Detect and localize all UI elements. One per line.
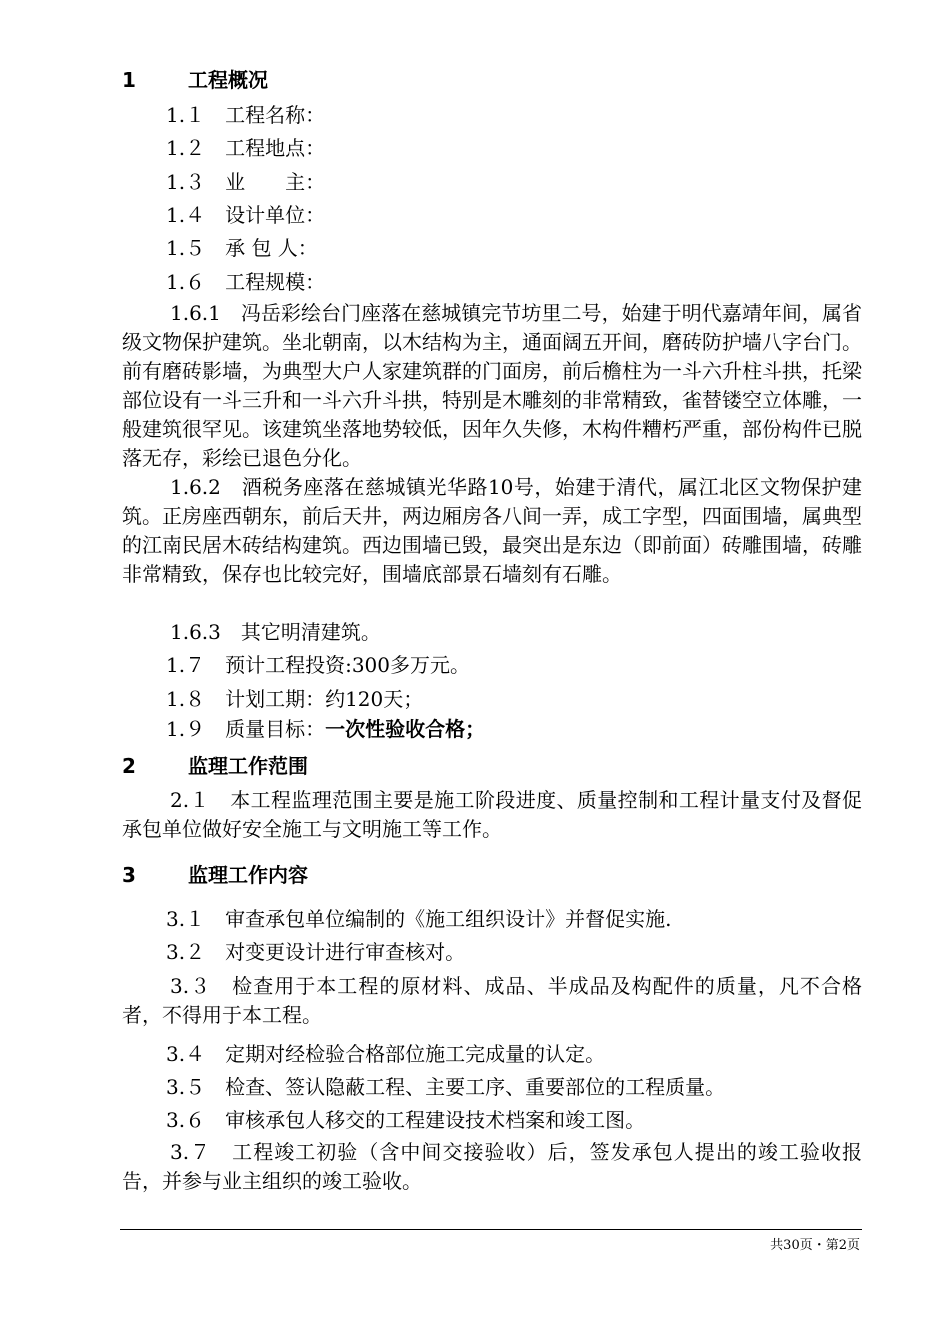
section-title: 工程概况 — [188, 68, 268, 92]
quality-goal: 一次性验收合格； — [325, 717, 486, 741]
section-title: 监理工作范围 — [188, 754, 308, 778]
item-1-1: 1.１ 工程名称： — [166, 103, 326, 127]
item-1-8: 1.８ 计划工期：约120天； — [166, 687, 424, 711]
section-title: 监理工作内容 — [188, 863, 308, 887]
item-3-5: 3.５ 检查、签认隐蔽工程、主要工序、重要部位的工程质量。 — [166, 1075, 726, 1099]
item-3-4: 3.４ 定期对经检验合格部位施工完成量的认定。 — [166, 1042, 606, 1066]
paragraph-2-1: 2.１ 本工程监理范围主要是施工阶段进度、质量控制和工程计量支付及督促承包单位做好安全施工与文明施工等工作。 — [122, 788, 862, 841]
item-1-9-label: 1.９ 质量目标： — [166, 717, 326, 741]
item-1-2: 1.２ 工程地点： — [166, 136, 326, 160]
item-3-2: 3.２ 对变更设计进行审查核对。 — [166, 940, 466, 964]
footer-divider — [120, 1229, 862, 1230]
section-3-heading — [122, 861, 308, 889]
item-1-4: 1.４ 设计单位： — [166, 203, 326, 227]
paragraph-3-7: 3.７ 工程竣工初验（含中间交接验收）后，签发承包人提出的竣工验收报告，并参与业主组织的竣工验收。 — [122, 1140, 862, 1193]
paragraph-1-6-2: 1.6.2 酒税务座落在慈城镇光华路10号，始建于清代，属江北区文物保护建筑。正房座西朝东，前后天井，两边厢房各八间一弄，成工字型，四面围墙，属典型的江南民居木砖结构建筑。西边围墙已毁，最突出是东边（即前面）砖雕围墙，砖雕非常精致，保存也比较完好，围墙底部景石墙刻有石雕。 — [122, 475, 862, 586]
section-2-heading — [122, 752, 308, 780]
item-1-7: 1.７ 预计工程投资:300多万元。 — [166, 653, 470, 677]
paragraph-3-3: 3.３ 检查用于本工程的原材料、成品、半成品及构配件的质量，凡不合格者，不得用于本工程。 — [122, 974, 862, 1027]
section-1-heading — [122, 66, 268, 94]
item-1-6: 1.６ 工程规模： — [166, 270, 326, 294]
item-3-6: 3.６ 审核承包人移交的工程建设技术档案和竣工图。 — [166, 1108, 646, 1132]
section-number: 1 — [122, 68, 136, 92]
item-1-5: 1.５ 承 包 人： — [166, 236, 318, 260]
item-1-9 — [166, 715, 906, 743]
item-1-3: 1.３ 业 主： — [166, 170, 326, 194]
section-number: 3 — [122, 863, 136, 887]
paragraph-1-6-1: 1.6.1 冯岳彩绘台门座落在慈城镇完节坊里二号，始建于明代嘉靖年间，属省级文物保护建筑。坐北朝南，以木结构为主，通面阔五开间，磨砖防护墙八字台门。前有磨砖影墙，为典型大户人家建筑群的门面房，前后檐柱为一斗六升柱斗拱，托梁部位设有一斗三升和一斗六升斗拱，特别是木雕刻的非常精致，雀替镂空立体雕，一般建筑很罕见。该建筑坐落地势较低，因年久失修，木构件糟朽严重，部份构件已脱落无存，彩绘已退色分化。 — [122, 301, 862, 470]
section-number: 2 — [122, 754, 136, 778]
item-1-6-3: 1.6.3 其它明清建筑。 — [170, 620, 381, 644]
item-3-1: 3.１ 审查承包单位编制的《施工组织设计》并督促实施. — [166, 907, 672, 931]
page-number: 共30页・第2页 — [770, 1238, 860, 1253]
